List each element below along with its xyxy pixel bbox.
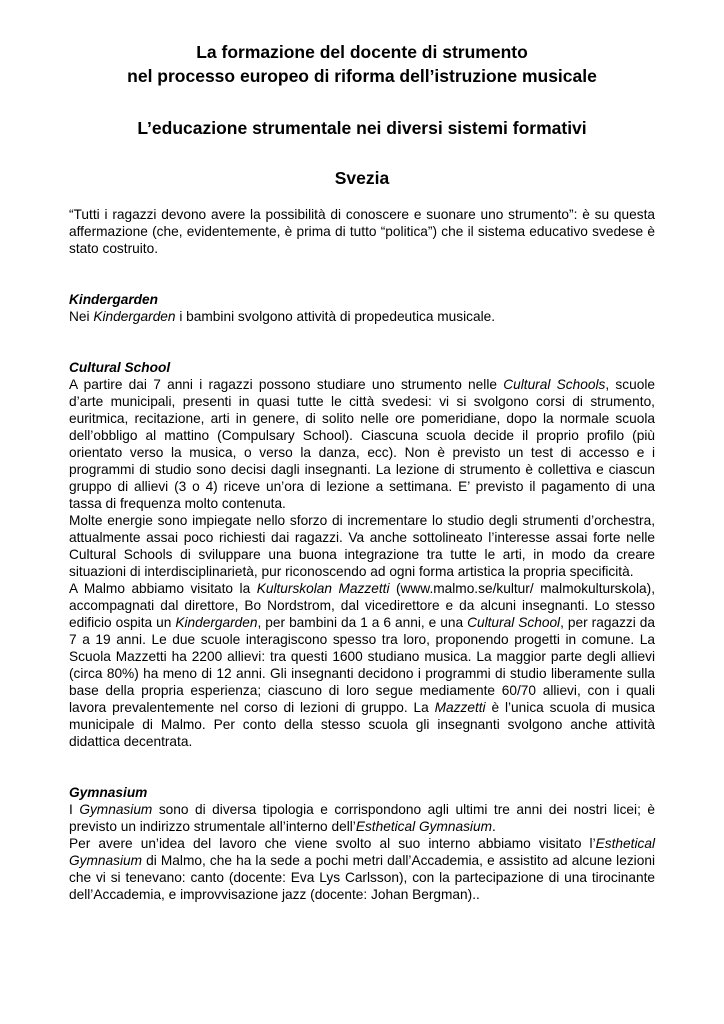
kindergarden-paragraph: Nei Kindergarden i bambini svolgono attività di propedeutica musicale. — [69, 309, 496, 324]
intro-paragraph: “Tutti i ragazzi devono avere la possibilità di conoscere e suonare uno strumento”: è su questa affermazione (che, evidentemente, è prima di tutto “politica”) che il sistema educativo svedese è stato costruito. — [69, 207, 655, 256]
title-line-1: La formazione del docente di strumento — [196, 42, 528, 62]
document-title — [69, 40, 655, 88]
section-heading-kindergarden: Kindergarden — [69, 292, 158, 307]
section-cultural-school — [69, 359, 655, 750]
title-line-2: nel processo europeo di riforma dell’istruzione musicale — [127, 66, 597, 86]
section-gymnasium — [69, 784, 655, 903]
country-heading: Svezia — [334, 168, 390, 188]
gymnasium-paragraph-2: Per avere un’idea del lavoro che viene svolto al suo interno abbiamo visitato l’Esthetical Gymnasium di Malmo, che ha la sede a pochi metri dall’Accademia, e assistito ad alcune lezioni che vi si tenevano: canto (docente: Eva Lys Carlsson), con la partecipazione di una tirocinante dell’Accademia, e improvvisazione jazz (docente: Johan Bergman).. — [69, 836, 655, 902]
section-heading-gymnasium: Gymnasium — [69, 785, 148, 800]
gymnasium-paragraph-1: I Gymnasium sono di diversa tipologia e corrispondono agli ultimi tre anni dei nostri licei; è previsto un indirizzo strumentale all’interno dell’Esthetical Gymnasium. — [69, 802, 655, 834]
document-subtitle: L’educazione strumentale nei diversi sistemi formativi — [137, 118, 587, 138]
section-heading-cultural-school: Cultural School — [69, 360, 171, 375]
cultural-school-paragraph-2: Molte energie sono impiegate nello sforzo di incrementare lo studio degli strumenti d’orchestra, attualmente assai poco richiesti dai ragazzi. Va anche sottolineato l’interesse assai forte nelle Cultural Schools di sviluppare una buona integrazione tra tutte le arti, in modo da creare situazioni di interdisciplinarietà, pur riconoscendo ad ogni forma artistica la propria specificità. — [69, 513, 655, 579]
document-page — [69, 40, 655, 903]
cultural-school-paragraph-3: A Malmo abbiamo visitato la Kulturskolan Mazzetti (www.malmo.se/kultur/ malmokulturskola), accompagnati dal direttore, Bo Nordstrom, dal vicedirettore e da alcuni insegnanti. Lo stesso edificio ospita un Kindergarden, per bambini da 1 a 6 anni, e una Cultural School, per ragazzi da 7 a 19 anni. Le due scuole interagiscono spesso tra loro, proponendo progetti in comune. La Scuola Mazzetti ha 2200 allievi: tra questi 1600 studiano musica. La maggior parte degli allievi (circa 80%) ha meno di 12 anni. Gli insegnanti decidono i programmi di studio liberamente sulla base della propria esperienza; ciascuno di loro segue mediamente 60/70 allievi, con i quali lavora prevalentemente nel corso di lezioni di gruppo. La Mazzetti è l’unica scuola di musica municipale di Malmo. Per conto della stesso scuola gli insegnanti svolgono anche attività didattica decentrata. — [69, 581, 656, 749]
section-kindergarden — [69, 291, 655, 325]
cultural-school-paragraph-1: A partire dai 7 anni i ragazzi possono studiare uno strumento nelle Cultural Schools, scuole d’arte municipali, presenti in quasi tutte le città svedesi: vi si svolgono corsi di strumento, euritmica, recitazione, arti in genere, di solito nelle ore pomeridiane, dopo la normale scuola dell’obbligo al mattino (Compulsary School). Ciascuna scuola decide il proprio profilo (più orientato verso la musica, o verso la danza, ecc). Non è previsto un test di accesso e i programmi di studio sono decisi dagli insegnanti. La lezione di strumento è collettiva e ciascun gruppo di allievi (3 o 4) riceve un’ora di lezione a settimana. E’ previsto il pagamento di una tassa di frequenza molto contenuta. — [69, 377, 655, 511]
